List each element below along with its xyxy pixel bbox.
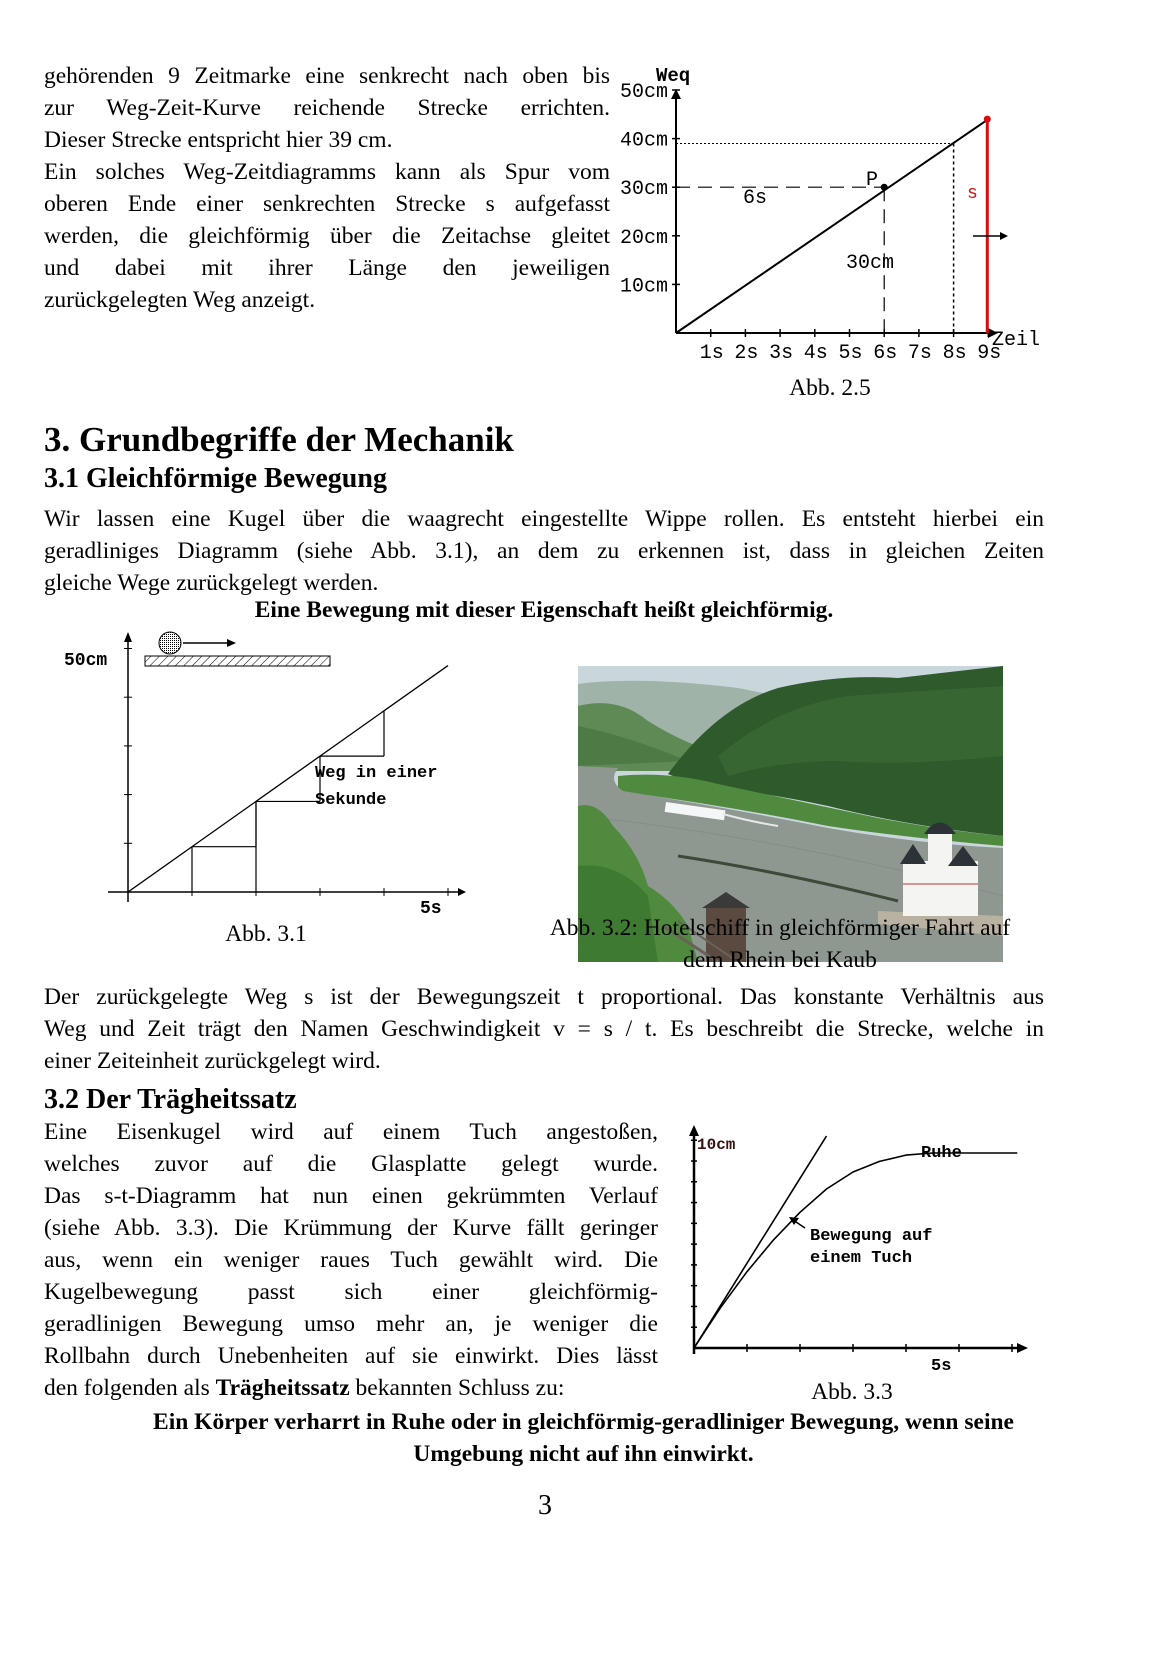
paragraph-line: Rollbahn durch Unebenheiten auf sie einwirkt. Dies lässt [44, 1343, 658, 1369]
figure-2-5-chart [610, 55, 1060, 365]
y-axis-arrow [689, 1125, 699, 1136]
y-axis-arrow [124, 632, 132, 642]
y-tick-label: 20cm [620, 226, 669, 250]
paragraph-line: zurückgelegten Weg anzeigt. [44, 287, 316, 313]
paragraph-line: Weg und Zeit trägt den Namen Geschwindigkeit v = s / t. Es beschreibt die Strecke, welche in [44, 1016, 1044, 1042]
arrow-right-icon [227, 639, 236, 647]
y-tick-label: 40cm [620, 129, 669, 153]
fig32-caption-line: Abb. 3.2: Hotelschiff in gleichförmiger Fahrt auf [549, 915, 1011, 941]
x-tick-label: 4s [803, 342, 828, 365]
x-tick-label: 6s [873, 342, 898, 365]
law-line: Ein Körper verharrt in Ruhe oder in gleichförmig-geradliniger Bewegung, wenn seine [153, 1409, 1014, 1435]
strecke-top-point [984, 116, 991, 123]
paragraph-line: Eine Eisenkugel wird auf einem Tuch angestoßen, [44, 1119, 658, 1145]
fig32-caption-line: dem Rhein bei Kaub [683, 947, 877, 973]
x-tick-label: 2s [734, 342, 759, 365]
fig25-motion-arrow [973, 232, 1008, 240]
paragraph-line: (siehe Abb. 3.3). Die Krümmung der Kurve fällt geringer [44, 1215, 658, 1241]
text-run: bekannten Schluss zu: [349, 1375, 565, 1401]
fig25-vertical-guide-label: 30cm [846, 252, 895, 275]
law-line: Umgebung nicht auf ihn einwirkt. [413, 1441, 754, 1467]
y-tick-label: 50cm [620, 81, 669, 104]
fig33-label-pointer-arrow [789, 1217, 805, 1228]
term-traegheitssatz: Trägheitssatz [215, 1375, 350, 1401]
fig31-x-label: 5s [420, 899, 442, 919]
paragraph-line: Dieser Strecke entspricht hier 39 cm. [44, 127, 393, 153]
fig25-caption: Abb. 2.5 [789, 375, 871, 401]
fig32-caption [490, 912, 1070, 976]
paragraph-line: gleiche Wege zurückgelegt werden. [44, 570, 379, 596]
paragraph-line: zur Weg-Zeit-Kurve reichende Strecke errichten. [44, 95, 610, 121]
paragraph-line: gehörenden 9 Zeitmarke eine senkrecht nach oben bis [44, 63, 610, 89]
subsection-title-3-1: 3.1 Gleichförmige Bewegung [44, 463, 387, 494]
gleichfoermig-line [694, 1136, 827, 1348]
x-tick-label: 5s [838, 342, 863, 365]
figure-3-1-chart [60, 628, 490, 923]
fig33-rest-label: Ruhe [921, 1144, 962, 1163]
figure-3-3-chart [683, 1122, 1043, 1372]
fig31-annotation: Weg in einer [315, 764, 438, 783]
subsection-title-3-2: 3.2 Der Trägheitssatz [44, 1084, 297, 1115]
paragraph-line [44, 1372, 658, 1404]
fig25-marks [676, 116, 991, 333]
x-tick-label: 8s [942, 342, 967, 365]
inertia-law-statement [20, 1406, 1147, 1470]
fig33-y-label: 10cm [697, 1136, 736, 1154]
definition-statement: Eine Bewegung mit dieser Eigenschaft heißt gleichförmig. [254, 597, 834, 623]
page-number: 3 [538, 1490, 552, 1521]
x-axis-arrow [458, 888, 466, 896]
fig31-y-label: 50cm [64, 651, 108, 671]
x-tick-label: 3s [769, 342, 794, 365]
x-tick-label: 7s [907, 342, 932, 365]
y-tick-label: 10cm [620, 275, 669, 299]
fig25-axes [620, 81, 1001, 365]
weg-zeit-line [676, 119, 988, 333]
fig33-curve-label: Bewegung auf [810, 1227, 933, 1246]
paragraph-line: Wir lassen eine Kugel über die waagrecht eingestellte Wippe rollen. Es entsteht hierbei ein [44, 506, 1044, 532]
paragraph-line: und dabei mit ihrer Länge den jeweiligen [44, 255, 610, 281]
paragraph-line: einer Zeiteinheit zurückgelegt wird. [44, 1048, 381, 1074]
paragraph-line: werden, die gleichförmig über die Zeitachse gleitet [44, 223, 610, 249]
paragraph-line: oberen Ende einer senkrechten Strecke s aufgefasst [44, 191, 610, 217]
wippe-illustration [145, 632, 330, 666]
section-title: 3. Grundbegriffe der Mechanik [44, 420, 514, 459]
x-axis-arrow [1017, 1343, 1028, 1353]
text-run: den folgenden als [44, 1375, 216, 1401]
fig25-horizontal-guide-label: 6s [743, 187, 768, 210]
paragraph-line: geradliniges Diagramm (siehe Abb. 3.1), an dem zu erkennen ist, dass in gleichen Zeiten [44, 538, 1044, 564]
paragraph-line: Der zurückgelegte Weg s ist der Bewegungszeit t proportional. Das konstante Verhältnis aus [44, 984, 1044, 1010]
top-paragraph [44, 60, 610, 316]
paragraph-line: welches zuvor auf die Glasplatte gelegt wurde. [44, 1151, 658, 1177]
fig33-x-label: 5s [931, 1357, 952, 1372]
kugel-icon [159, 632, 181, 654]
velocity-paragraph [44, 981, 1044, 1077]
y-tick-label: 30cm [620, 178, 669, 202]
paragraph-line: Kugelbewegung passt sich einer gleichförmig- [44, 1279, 658, 1305]
paragraph-line: aus, wenn ein weniger raues Tuch gewählt wird. Die [44, 1247, 658, 1273]
fig33-curve-label: einem Tuch [810, 1249, 913, 1268]
wippe-track [145, 656, 330, 666]
fig33-caption: Abb. 3.3 [811, 1379, 893, 1405]
x-tick-label: 1s [699, 342, 724, 365]
fig31-annotation: Sekunde [315, 791, 387, 810]
paragraph-line: Das s-t-Diagramm hat nun einen gekrümmten Verlauf [44, 1183, 658, 1209]
fig25-strecke-label: s [967, 184, 978, 204]
section-3-1-paragraph [44, 503, 1044, 599]
fig25-point-label: P [866, 169, 879, 192]
section-3-2-paragraph [44, 1116, 658, 1404]
paragraph-line: Ein solches Weg-Zeitdiagramms kann als Spur vom [44, 159, 610, 185]
paragraph-line: geradlinigen Bewegung umso mehr an, je weniger die [44, 1311, 658, 1337]
point-p [881, 184, 888, 191]
fig25-x-axis-label: Zeil [992, 329, 1041, 352]
fig31-caption: Abb. 3.1 [225, 921, 307, 947]
fig25-y-axis-label: Weq [656, 65, 691, 87]
x-tick-label: 9s [977, 342, 1002, 365]
